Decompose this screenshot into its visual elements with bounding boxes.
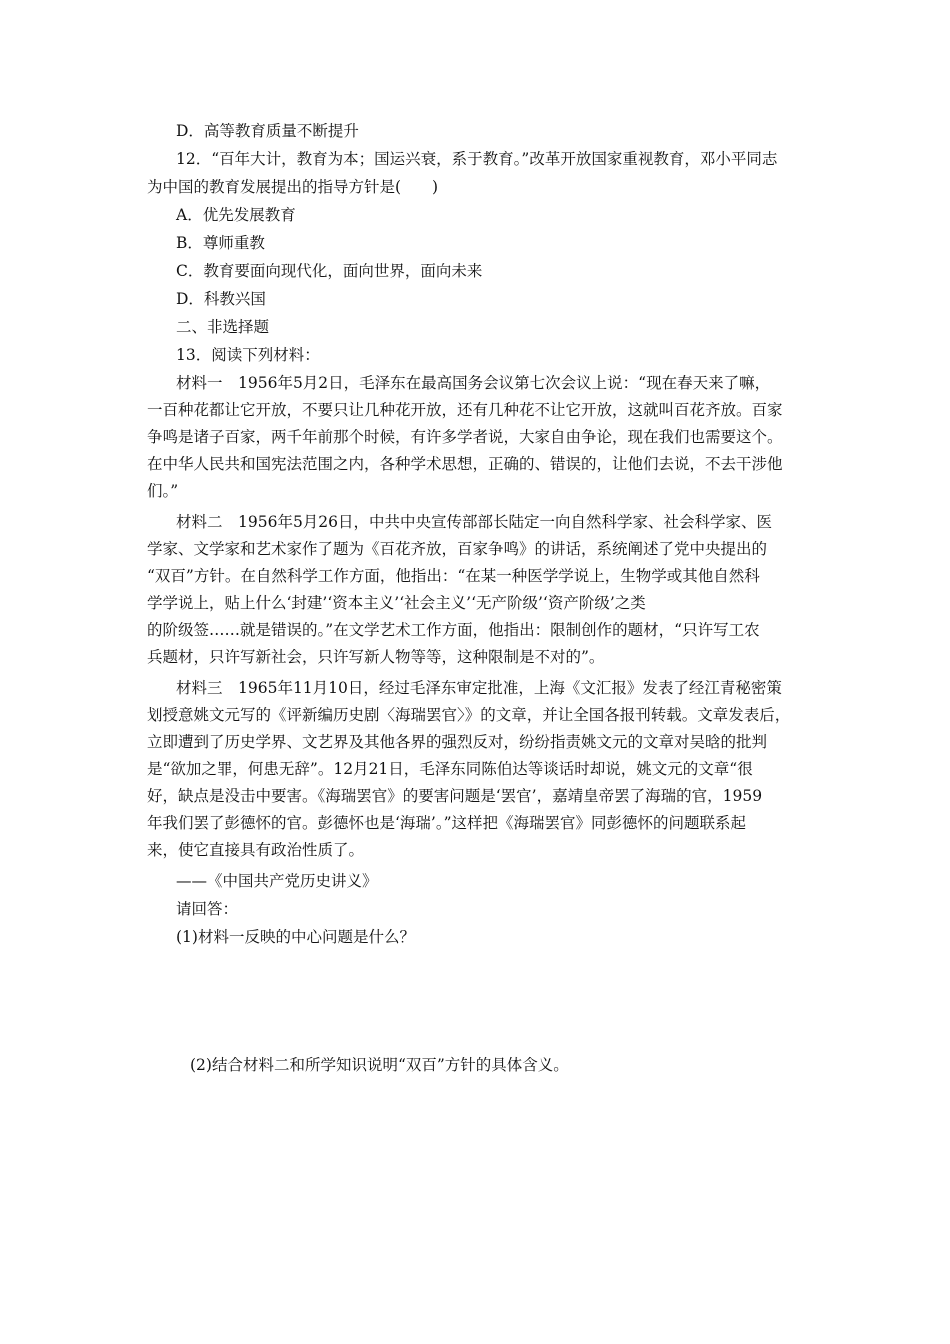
material1-line: 们。”: [147, 482, 179, 500]
q13-intro: 13．阅读下列材料：: [176, 346, 320, 364]
material3-line: 好，缺点是没击中要害。《海瑞罢官》的要害问题是‘罢官’，嘉靖皇帝罢了海瑞的官，1959: [147, 787, 763, 805]
q12-option-c: C．教育要面向现代化，面向世界，面向未来: [176, 262, 483, 280]
q12-stem-line-1: 12．“百年大计，教育为本；国运兴衰，系于教育。”改革开放国家重视教育，邓小平同志: [176, 150, 778, 168]
material3-line: 材料三 1965年11月10日，经过毛泽东审定批准，上海《文汇报》发表了经江青秘密策: [176, 679, 782, 697]
material2-line: “双百”方针。在自然科学工作方面，他指出：“在某一种医学学说上，生物学或其他自然科: [147, 567, 760, 585]
material1-line: 争鸣是诸子百家，两千年前那个时候，有许多学者说，大家自由争论，现在我们也需要这个。: [147, 428, 783, 446]
sub-question-2: (2)结合材料二和所学知识说明“双百”方针的具体含义。: [190, 1056, 569, 1074]
material1-line: 在中华人民共和国宪法范围之内，各种学术思想，正确的、错误的，让他们去说，不去干涉他: [147, 455, 783, 473]
material3-line: 立即遭到了历史学界、文艺界及其他各界的强烈反对，纷纷指责姚文元的文章对吴晗的批判: [147, 733, 768, 751]
material3-line: 年我们罢了彭德怀的官。彭德怀也是‘海瑞’。”这样把《海瑞罢官》同彭德怀的问题联系起: [147, 814, 747, 832]
q12-option-a: A．优先发展教育: [176, 206, 296, 224]
source-citation: ——《中国共产党历史讲义》: [176, 872, 378, 890]
material2-line: 的阶级签……就是错误的。”在文学艺术工作方面，他指出：限制创作的题材，“只许写工农: [147, 621, 760, 639]
material2-line: 学学说上，贴上什么‘封建’‘资本主义’‘社会主义’‘无产阶级’‘资产阶级’之类: [147, 594, 646, 612]
material1-line: 材料一 1956年5月2日，毛泽东在最高国务会议第七次会议上说：“现在春天来了嘛，: [176, 374, 771, 392]
material3-line: 是“欲加之罪，何患无辞”。12月21日，毛泽东同陈伯达等谈话时却说，姚文元的文章“很: [147, 760, 753, 778]
material2-line: 兵题材，只许写新社会，只许写新人物等等，这种限制是不对的”。: [147, 648, 605, 666]
q11-option-d: D．高等教育质量不断提升: [176, 122, 359, 140]
material2-line: 学家、文学家和艺术家作了题为《百花齐放，百家争鸣》的讲话，系统阐述了党中央提出的: [147, 540, 768, 558]
answer-prompt: 请回答：: [176, 900, 239, 918]
section-title: 二、非选择题: [176, 318, 270, 336]
material3-line: 来，使它直接具有政治性质了。: [147, 841, 365, 859]
q12-option-d: D．科教兴国: [176, 290, 266, 308]
material2-line: 材料二 1956年5月26日，中共中央宣传部部长陆定一向自然科学家、社会科学家、医: [176, 513, 773, 531]
sub-question-1: (1)材料一反映的中心问题是什么？: [176, 928, 415, 946]
q12-stem-line-2: 为中国的教育发展提出的指导方针是( ): [147, 178, 439, 196]
material3-line: 划授意姚文元写的《评新编历史剧〈海瑞罢官〉》的文章，并让全国各报刊转载。文章发表后，: [147, 706, 791, 724]
q12-option-b: B．尊师重教: [176, 234, 265, 252]
material1-line: 一百种花都让它开放，不要只让几种花开放，还有几种花不让它开放，这就叫百花齐放。百家: [147, 401, 783, 419]
